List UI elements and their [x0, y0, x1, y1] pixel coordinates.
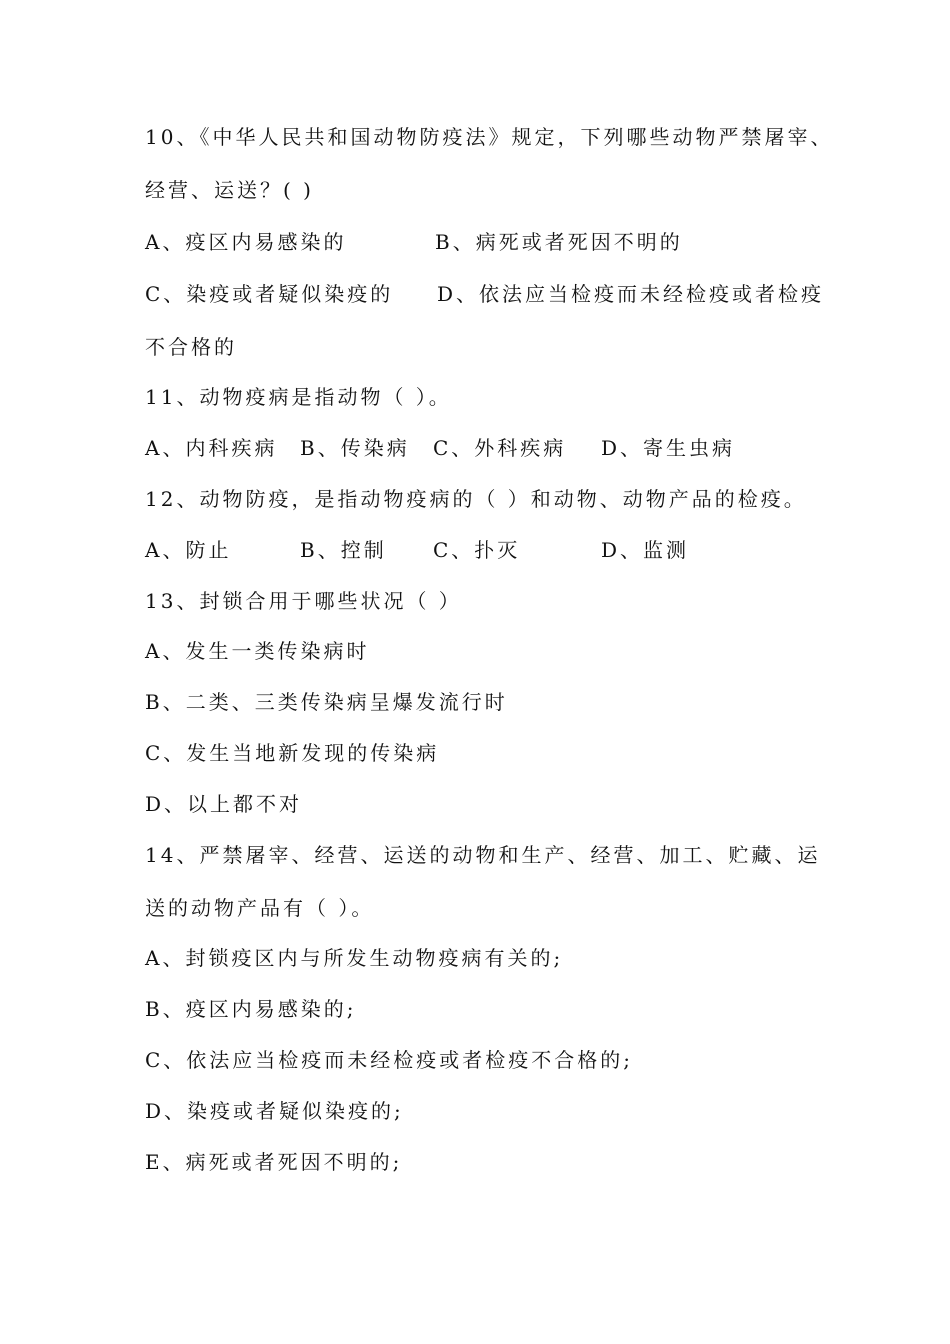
q14-option-e: E、病死或者死因不明的; [145, 1150, 403, 1174]
q10-options-row2 [145, 281, 845, 307]
q10-option-a: A、疫区内易感染的 [145, 230, 347, 254]
q10-option-d: D、依法应当检疫而未经检疫或者检疫 [437, 282, 825, 306]
q14-option-d: D、染疫或者疑似染疫的; [145, 1099, 404, 1123]
q11-options-row [145, 435, 845, 461]
q12-option-c: C、扑灭 [433, 538, 521, 562]
q10-stem-line2: 经营、运送？( ) [145, 178, 314, 202]
q11-option-c: C、外科疾病 [433, 436, 567, 460]
q14-option-c: C、依法应当检疫而未经检疫或者检疫不合格的; [145, 1048, 634, 1072]
q10-options-row1 [145, 229, 845, 255]
q11-stem: 11、动物疫病是指动物（ ）。 [145, 385, 452, 409]
q10-option-c: C、染疫或者疑似染疫的 [145, 282, 394, 306]
q13-option-c: C、发生当地新发现的传染病 [145, 741, 440, 765]
q13-stem: 13、封锁合用于哪些状况（ ） [145, 589, 462, 613]
q13-option-d: D、以上都不对 [145, 792, 303, 816]
q13-option-b: B、二类、三类传染病呈爆发流行时 [145, 690, 508, 714]
q14-stem-line2: 送的动物产品有（ ）。 [145, 896, 375, 920]
q11-option-a: A、内科疾病 [145, 436, 278, 460]
q12-option-b: B、控制 [300, 538, 387, 562]
q14-option-b: B、疫区内易感染的; [145, 997, 357, 1021]
q11-option-d: D、寄生虫病 [601, 436, 736, 460]
q10-option-b: B、病死或者死因不明的 [435, 230, 683, 254]
q11-option-b: B、传染病 [300, 436, 410, 460]
q12-option-a: A、防止 [145, 538, 232, 562]
q10-stem-line1: 10、《中华人民共和国动物防疫法》规定，下列哪些动物严禁屠宰、 [145, 125, 834, 149]
q14-stem-line1: 14、严禁屠宰、经营、运送的动物和生产、经营、加工、贮藏、运 [145, 843, 821, 867]
q10-option-d-continued: 不合格的 [145, 335, 237, 359]
q12-option-d: D、监测 [601, 538, 690, 562]
q13-option-a: A、发生一类传染病时 [145, 639, 370, 663]
q12-stem: 12、动物防疫，是指动物疫病的（ ）和动物、动物产品的检疫。 [145, 487, 807, 511]
q14-option-a: A、封锁疫区内与所发生动物疫病有关的; [145, 946, 564, 970]
q12-options-row [145, 537, 845, 563]
